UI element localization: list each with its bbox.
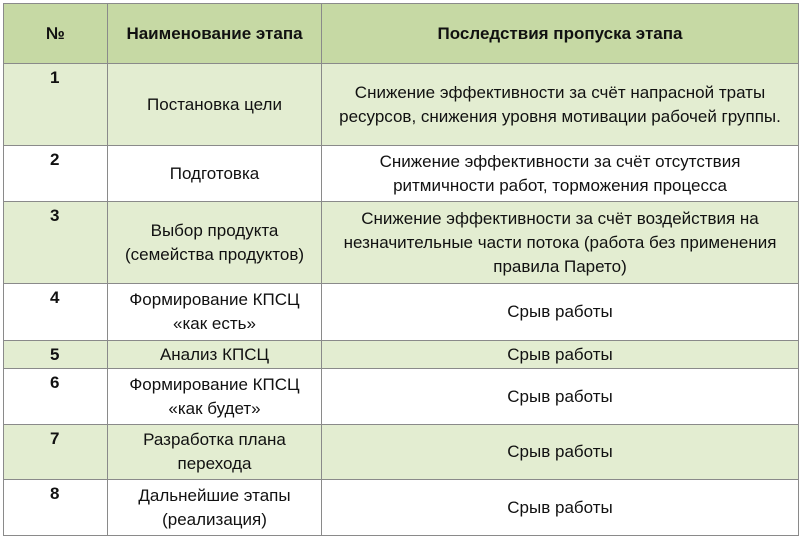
row-stage-name: Постановка цели xyxy=(108,64,322,146)
row-stage-name: Выбор продукта (семейства продуктов) xyxy=(108,202,322,284)
row-stage-name: Формирование КПСЦ «как будет» xyxy=(108,369,322,425)
table-row xyxy=(4,425,799,480)
row-consequence: Снижение эффективности за счёт напрасной траты ресурсов, снижения уровня мотивации рабочей группы. xyxy=(322,64,799,146)
row-stage-name: Анализ КПСЦ xyxy=(108,341,322,369)
table-row xyxy=(4,146,799,202)
stages-table xyxy=(3,3,799,536)
table-row xyxy=(4,369,799,425)
stages-table-wrapper xyxy=(3,3,799,536)
row-number: 1 xyxy=(4,64,108,146)
table-row xyxy=(4,202,799,284)
row-number: 7 xyxy=(4,425,108,480)
row-number: 8 xyxy=(4,480,108,536)
row-number: 4 xyxy=(4,284,108,341)
table-row xyxy=(4,341,799,369)
row-consequence: Срыв работы xyxy=(322,425,799,480)
header-number: № xyxy=(4,4,108,64)
row-consequence: Срыв работы xyxy=(322,369,799,425)
row-stage-name: Разработка плана перехода xyxy=(108,425,322,480)
row-consequence: Срыв работы xyxy=(322,480,799,536)
table-row xyxy=(4,480,799,536)
row-number: 5 xyxy=(4,341,108,369)
table-row xyxy=(4,64,799,146)
row-number: 3 xyxy=(4,202,108,284)
row-number: 2 xyxy=(4,146,108,202)
row-consequence: Срыв работы xyxy=(322,341,799,369)
row-stage-name: Формирование КПСЦ «как есть» xyxy=(108,284,322,341)
row-consequence: Снижение эффективности за счёт отсутствия ритмичности работ, торможения процесса xyxy=(322,146,799,202)
row-number: 6 xyxy=(4,369,108,425)
row-stage-name: Дальнейшие этапы (реализация) xyxy=(108,480,322,536)
row-consequence: Снижение эффективности за счёт воздействия на незначительные части потока (работа без применения правила Парето) xyxy=(322,202,799,284)
table-row xyxy=(4,284,799,341)
table-header-row xyxy=(4,4,799,64)
row-consequence: Срыв работы xyxy=(322,284,799,341)
header-stage-name: Наименование этапа xyxy=(108,4,322,64)
row-stage-name: Подготовка xyxy=(108,146,322,202)
header-consequence: Последствия пропуска этапа xyxy=(322,4,799,64)
